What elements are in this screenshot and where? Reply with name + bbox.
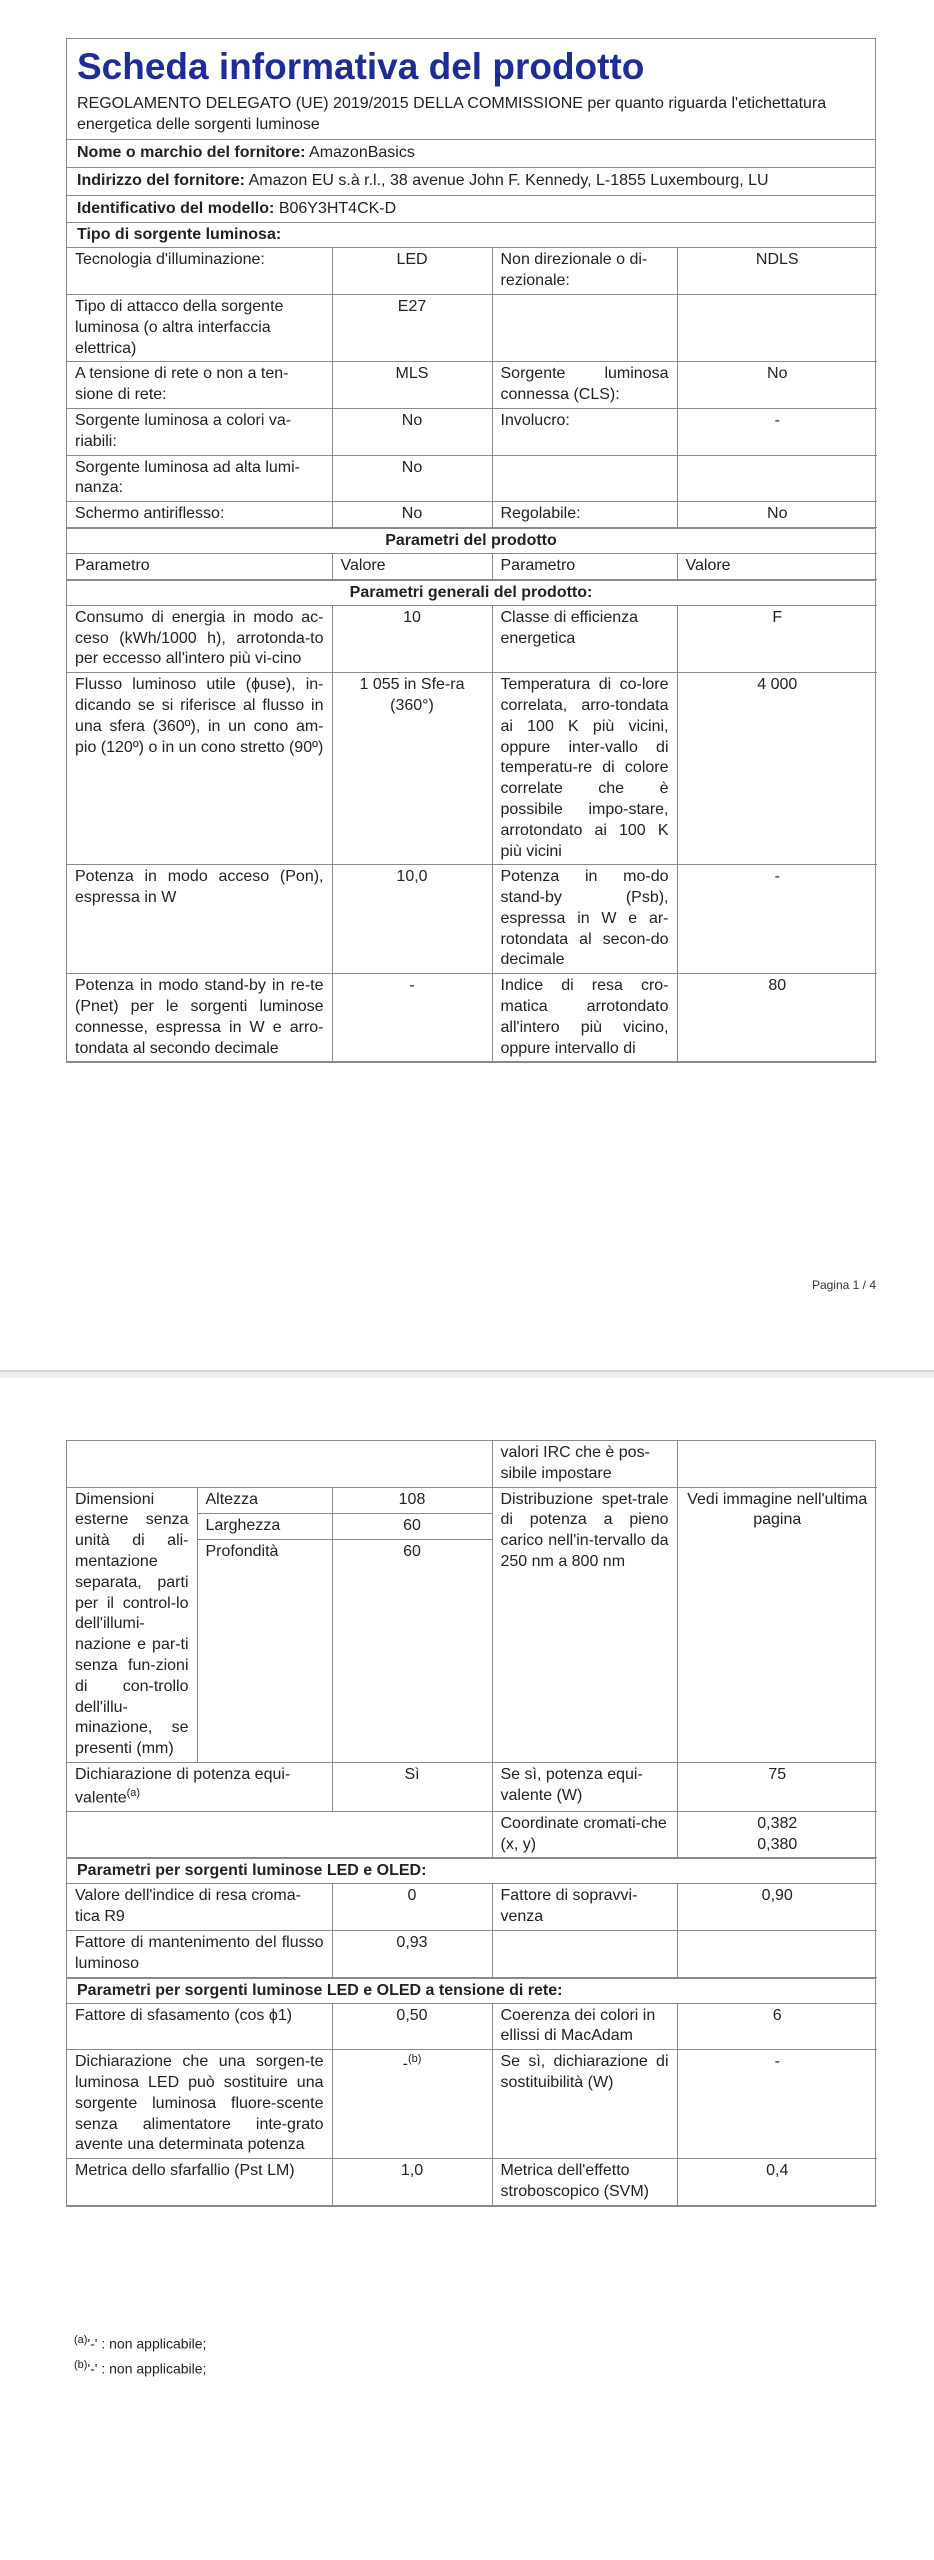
equivalent-power-text: Dichiarazione di potenza equi-valente bbox=[75, 1765, 291, 1807]
model-identifier-value: B06Y3HT4CK-D bbox=[278, 199, 397, 217]
param-value: 10,0 bbox=[332, 865, 492, 974]
footnote-b bbox=[74, 2358, 206, 2378]
table-row bbox=[67, 1811, 877, 1858]
param-value: 10 bbox=[332, 605, 492, 672]
equivalent-power-value: Sì bbox=[332, 1762, 492, 1811]
page-number: Pagina 1 / 4 bbox=[811, 1278, 876, 1292]
product-parameters-heading: Parametri del prodotto bbox=[67, 528, 875, 553]
table-row bbox=[67, 673, 877, 865]
param-label: Potenza in mo-do stand-by (Psb), espressa in W e ar-rotondata al secon-do decimale bbox=[492, 865, 677, 974]
param-value: No bbox=[332, 408, 492, 455]
param-value: LED bbox=[332, 248, 492, 295]
param-label: Consumo di energia in modo ac-ceso (kWh/1000 h), arrotonda-to per eccesso all'intero più vi-cino bbox=[67, 605, 332, 672]
param-label: Coerenza dei colori in ellissi di MacAdam bbox=[492, 2003, 677, 2050]
param-label: Flusso luminoso utile (ϕuse), in-dicando se si riferisce al flusso in una sfera (360º), in un cono am-pio (120º) o in un cono stretto (90º) bbox=[67, 673, 332, 865]
table-row bbox=[67, 865, 877, 974]
param-label bbox=[492, 294, 677, 361]
param-value: No bbox=[677, 502, 877, 528]
supplier-address-row bbox=[67, 167, 875, 195]
mains-parameters-table bbox=[67, 2003, 877, 2206]
table-row bbox=[67, 2159, 877, 2206]
param-label: Metrica dello sfarfallio (Pst LM) bbox=[67, 2159, 332, 2206]
table-row bbox=[67, 1884, 877, 1931]
param-value: 1,0 bbox=[332, 2159, 492, 2206]
footnote-mark: (b) bbox=[74, 2359, 88, 2371]
equivalent-power-watts-label: Se sì, potenza equi-valente (W) bbox=[492, 1762, 677, 1811]
page-title: Scheda informativa del prodotto bbox=[77, 46, 645, 87]
param-label bbox=[492, 1931, 677, 1978]
column-header-row bbox=[67, 553, 877, 579]
footnote-text: '-' : non applicabile; bbox=[87, 2335, 207, 2352]
dimensions-table bbox=[67, 1441, 877, 1858]
param-label: Involucro: bbox=[492, 408, 677, 455]
width-label: Larghezza bbox=[197, 1513, 332, 1539]
general-parameters-table bbox=[67, 605, 877, 1063]
param-value: 4 000 bbox=[677, 673, 877, 865]
depth-value: 60 bbox=[332, 1539, 492, 1762]
param-value: 0,93 bbox=[332, 1931, 492, 1978]
table-row bbox=[67, 294, 877, 361]
param-label: Sorgente luminosa connessa (CLS): bbox=[492, 362, 677, 409]
param-label bbox=[492, 455, 677, 502]
spectral-distribution-label: Distribuzione spet-trale di potenza a pieno carico nell'in-tervallo da 250 nm a 800 nm bbox=[492, 1487, 677, 1762]
param-value: - bbox=[332, 974, 492, 1062]
footnote-text: '-' : non applicabile; bbox=[87, 2360, 207, 2377]
supplier-address-label: Indirizzo del fornitore: bbox=[77, 171, 245, 189]
param-value: NDLS bbox=[677, 248, 877, 295]
empty-cell bbox=[67, 1811, 492, 1858]
dimensions-label: Dimensioni esterne senza unità di ali-mentazione separata, parti per il control-lo dell'illumi-nazione e par-ti senza fun-zioni di con-trollo dell'illu-minazione, se presenti (mm) bbox=[67, 1487, 197, 1762]
param-label: Non direzionale o di-rezionale: bbox=[492, 248, 677, 295]
footnote-mark: (a) bbox=[74, 2334, 88, 2346]
param-value bbox=[332, 2050, 492, 2159]
column-header-table bbox=[67, 553, 877, 580]
param-value bbox=[677, 455, 877, 502]
param-value bbox=[677, 1931, 877, 1978]
column-header: Parametro bbox=[67, 553, 332, 579]
light-source-type-table bbox=[67, 247, 877, 528]
param-label: Tecnologia d'illuminazione: bbox=[67, 248, 332, 295]
param-label: Fattore di sfasamento (cos ϕ1) bbox=[67, 2003, 332, 2050]
param-value: F bbox=[677, 605, 877, 672]
param-value: 0,4 bbox=[677, 2159, 877, 2206]
param-value: - bbox=[677, 865, 877, 974]
chromaticity-value bbox=[677, 1811, 877, 1858]
param-label: Metrica dell'effetto stroboscopico (SVM) bbox=[492, 2159, 677, 2206]
param-value: 0,50 bbox=[332, 2003, 492, 2050]
empty-cell bbox=[677, 1441, 877, 1487]
height-label: Altezza bbox=[197, 1487, 332, 1513]
chromaticity-y: 0,380 bbox=[757, 1835, 798, 1853]
param-value: - bbox=[677, 2050, 877, 2159]
param-value: MLS bbox=[332, 362, 492, 409]
column-header: Parametro bbox=[492, 553, 677, 579]
param-label: Temperatura di co-lore correlata, arro-tondata ai 100 K più vicini, oppure inter-vallo di temperatu-re di colore correlate che è possibile impo-stare, arrotondato ai 100 K più vicini bbox=[492, 673, 677, 865]
param-value: 1 055 in Sfe-ra (360°) bbox=[332, 673, 492, 865]
param-label: Potenza in modo acceso (Pon), espressa in W bbox=[67, 865, 332, 974]
supplier-name-label: Nome o marchio del fornitore: bbox=[77, 143, 306, 161]
model-identifier-row bbox=[67, 195, 875, 223]
param-value: No bbox=[677, 362, 877, 409]
product-info-sheet-part-1 bbox=[66, 38, 876, 1063]
param-value bbox=[677, 294, 877, 361]
spectral-distribution-value: Vedi immagine nell'ultima pagina bbox=[677, 1487, 877, 1762]
footnote-mark: (b) bbox=[407, 2053, 422, 2066]
param-label: Fattore di mantenimento del flusso luminoso bbox=[67, 1931, 332, 1978]
table-row bbox=[67, 1762, 877, 1811]
param-value: E27 bbox=[332, 294, 492, 361]
param-label: Schermo antiriflesso: bbox=[67, 502, 332, 528]
equivalent-power-watts-value: 75 bbox=[677, 1762, 877, 1811]
height-value: 108 bbox=[332, 1487, 492, 1513]
param-label: Indice di resa cro-matica arrotondato all'intero più vicino, oppure intervallo di bbox=[492, 974, 677, 1062]
supplier-name-value: AmazonBasics bbox=[309, 143, 415, 161]
param-label: A tensione di rete o non a ten-sione di rete: bbox=[67, 362, 332, 409]
table-row bbox=[67, 362, 877, 409]
param-value: 0 bbox=[332, 1884, 492, 1931]
model-identifier-label: Identificativo del modello: bbox=[77, 199, 275, 217]
param-label: Potenza in modo stand-by in re-te (Pnet) per le sorgenti luminose connesse, espressa in W e arro-tondata al secondo decimale bbox=[67, 974, 332, 1062]
led-parameters-table bbox=[67, 1883, 877, 1977]
table-row bbox=[67, 408, 877, 455]
param-value: 0,90 bbox=[677, 1884, 877, 1931]
param-label: Sorgente luminosa ad alta lumi-nanza: bbox=[67, 455, 332, 502]
table-row bbox=[67, 974, 877, 1062]
value-text: - bbox=[402, 2055, 408, 2073]
equivalent-power-label bbox=[67, 1762, 332, 1811]
general-parameters-heading: Parametri generali del prodotto: bbox=[67, 580, 875, 605]
table-row bbox=[67, 2050, 877, 2159]
depth-label: Profondità bbox=[197, 1539, 332, 1762]
param-label: Se sì, dichiarazione di sostituibilità (W) bbox=[492, 2050, 677, 2159]
param-value: 6 bbox=[677, 2003, 877, 2050]
regulation-text: REGOLAMENTO DELEGATO (UE) 2019/2015 DELLA COMMISSIONE per quanto riguarda l'etichettatura energetica delle sorgenti luminose bbox=[77, 95, 827, 134]
table-row bbox=[67, 2003, 877, 2050]
led-parameters-heading: Parametri per sorgenti luminose LED e OLED: bbox=[67, 1858, 875, 1883]
column-header: Valore bbox=[332, 553, 492, 579]
chromaticity-x: 0,382 bbox=[757, 1814, 798, 1832]
param-value: 80 bbox=[677, 974, 877, 1062]
param-label: Valore dell'indice di resa croma-tica R9 bbox=[67, 1884, 332, 1931]
param-value: - bbox=[677, 408, 877, 455]
footnote-a bbox=[74, 2333, 206, 2353]
param-label: Fattore di sopravvi-venza bbox=[492, 1884, 677, 1931]
product-info-sheet-part-2 bbox=[66, 1440, 876, 2207]
width-value: 60 bbox=[332, 1513, 492, 1539]
table-row bbox=[67, 455, 877, 502]
mains-parameters-heading: Parametri per sorgenti luminose LED e OLED a tensione di rete: bbox=[67, 1978, 875, 2003]
param-value: No bbox=[332, 455, 492, 502]
supplier-address-value: Amazon EU s.à r.l., 38 avenue John F. Kennedy, L-1855 Luxembourg, LU bbox=[248, 171, 769, 189]
param-label: Regolabile: bbox=[492, 502, 677, 528]
column-header: Valore bbox=[677, 553, 877, 579]
table-row bbox=[67, 248, 877, 295]
light-source-type-heading: Tipo di sorgente luminosa: bbox=[67, 222, 875, 247]
table-row bbox=[67, 502, 877, 528]
param-label: Tipo di attacco della sorgente luminosa (o altra interfaccia elettrica) bbox=[67, 294, 332, 361]
supplier-name-row bbox=[67, 139, 875, 167]
chromaticity-label: Coordinate cromati-che (x, y) bbox=[492, 1811, 677, 1858]
table-row bbox=[67, 1931, 877, 1978]
param-label: Sorgente luminosa a colori va-riabili: bbox=[67, 408, 332, 455]
footnote-mark: (a) bbox=[126, 1786, 141, 1799]
param-label: Classe di efficienza energetica bbox=[492, 605, 677, 672]
table-row bbox=[67, 1441, 877, 1487]
continued-text: valori IRC che è pos-sibile impostare bbox=[492, 1441, 677, 1487]
table-row bbox=[67, 605, 877, 672]
empty-cell bbox=[67, 1441, 492, 1487]
param-value: No bbox=[332, 502, 492, 528]
param-label: Dichiarazione che una sorgen-te luminosa LED può sostituire una sorgente luminosa fluore-scente senza alimentatore inte-grato avente una determinata potenza bbox=[67, 2050, 332, 2159]
table-row bbox=[67, 1487, 877, 1513]
